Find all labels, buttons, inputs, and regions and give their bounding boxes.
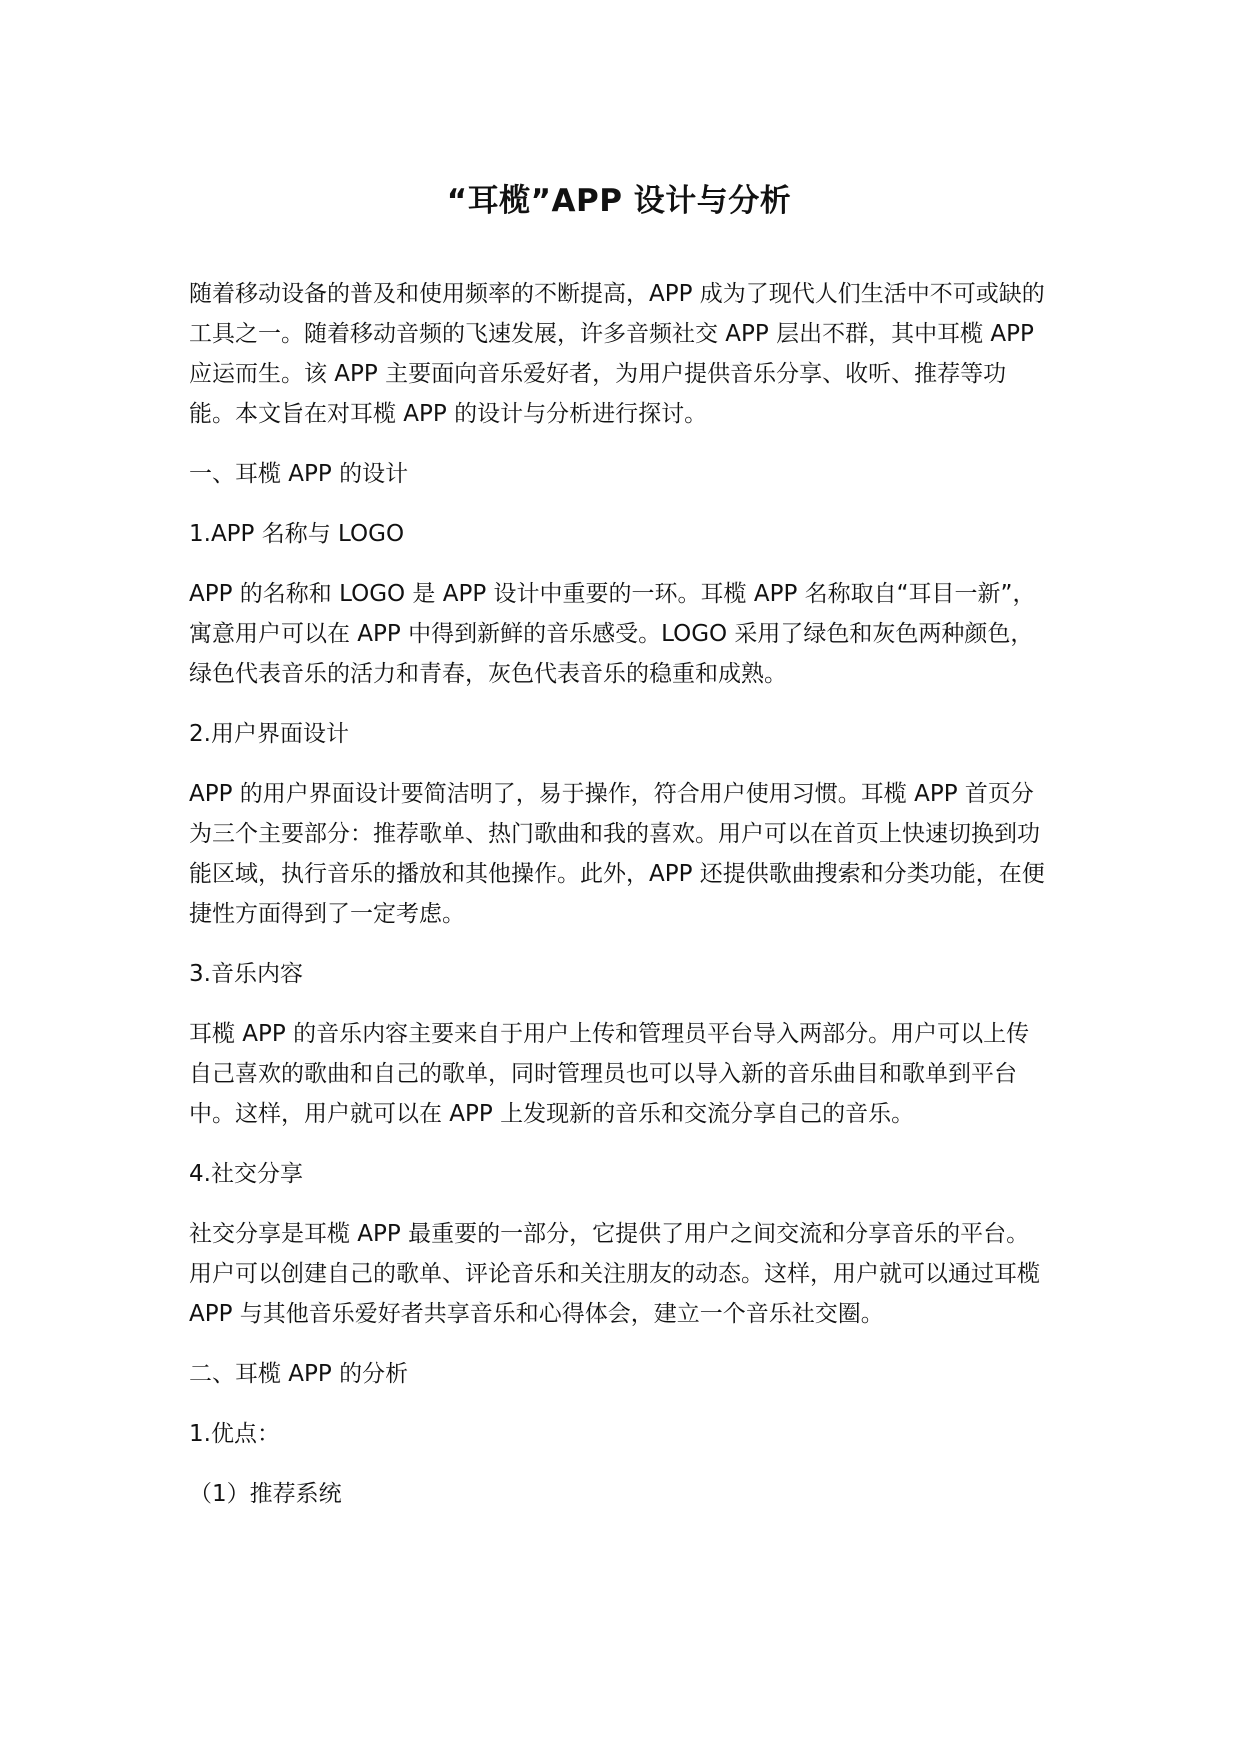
recommendation-system-heading: （1）推荐系统 [189,1481,342,1507]
item-1-paragraph: APP 的名称和 LOGO 是 APP 设计中重要的一环。耳榄 APP 名称取自“耳目一新”，寓意用户可以在 APP 中得到新鲜的音乐感受。LOGO 采用了绿色和灰色两种颜色，绿色代表音乐的活力和青春，灰色代表音乐的稳重和成熟。 [189,581,1036,687]
item-3-heading: 3.音乐内容 [189,961,303,987]
intro-paragraph: 随着移动设备的普及和使用频率的不断提高，APP 成为了现代人们生活中不可或缺的工具之一。随着移动音频的飞速发展，许多音频社交 APP 层出不群，其中耳榄 APP 应运而生。该 APP 主要面向音乐爱好者，为用户提供音乐分享、收听、推荐等功能。本文旨在对耳榄 APP 的设计与分析进行探讨。 [189,281,1045,427]
section-2-heading: 二、耳榄 APP 的分析 [189,1361,409,1387]
item-1-heading: 1.APP 名称与 LOGO [189,521,405,547]
item-4-heading: 4.社交分享 [189,1161,303,1187]
item-2-paragraph: APP 的用户界面设计要简洁明了，易于操作，符合用户使用习惯。耳榄 APP 首页分为三个主要部分：推荐歌单、热门歌曲和我的喜欢。用户可以在首页上快速切换到功能区域，执行音乐的播放和其他操作。此外，APP 还提供歌曲搜索和分类功能，在便捷性方面得到了一定考虑。 [189,781,1045,927]
item-4-paragraph: 社交分享是耳榄 APP 最重要的一部分，它提供了用户之间交流和分享音乐的平台。用户可以创建自己的歌单、评论音乐和关注朋友的动态。这样，用户就可以通过耳榄 APP 与其他音乐爱好者共享音乐和心得体会，建立一个音乐社交圈。 [189,1221,1040,1327]
item-3-paragraph: 耳榄 APP 的音乐内容主要来自于用户上传和管理员平台导入两部分。用户可以上传自己喜欢的歌曲和自己的歌单，同时管理员也可以导入新的音乐曲目和歌单到平台中。这样，用户就可以在 APP 上发现新的音乐和交流分享自己的音乐。 [189,1021,1030,1127]
item-2-heading: 2.用户界面设计 [189,721,349,747]
advantages-heading: 1.优点： [189,1421,280,1447]
document-title: “耳榄”APP 设计与分析 [446,183,792,219]
document-body [189,176,1049,1534]
section-1-heading: 一、耳榄 APP 的设计 [189,461,409,487]
